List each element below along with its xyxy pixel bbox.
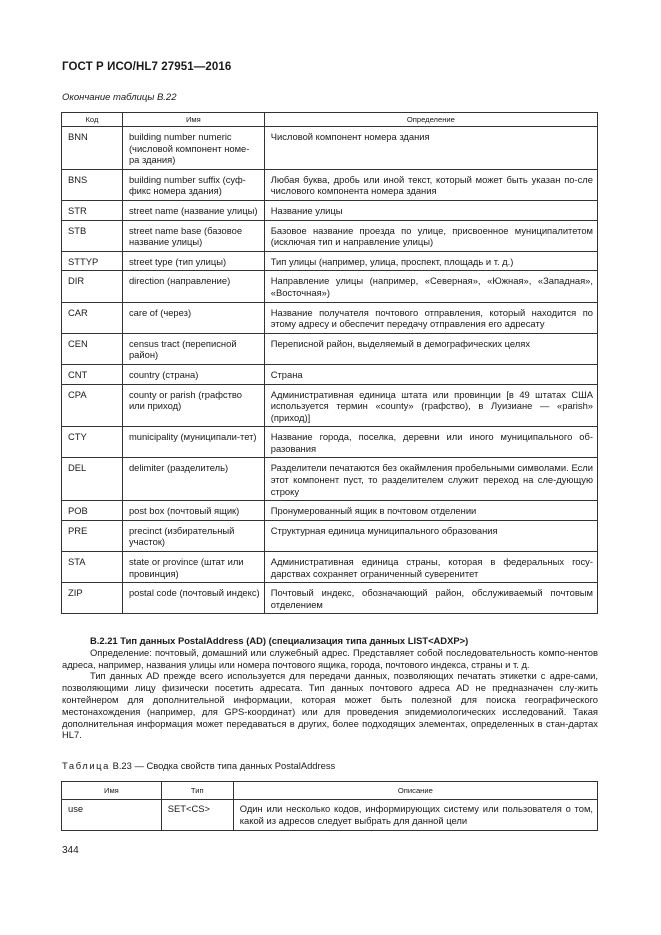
section-b-2-21 xyxy=(62,635,598,741)
table-row xyxy=(62,552,598,583)
table-23 xyxy=(61,781,598,831)
table-cell: Название улицы xyxy=(264,200,597,220)
table-row xyxy=(62,458,598,501)
column-header-type: Тип xyxy=(161,782,233,800)
table-cell: state or province (штат или провинция) xyxy=(122,552,264,583)
table-cell: Переписной район, выделяемый в демографических целях xyxy=(264,333,597,364)
table-cell: Числовой компонент номера здания xyxy=(264,127,597,170)
table-row xyxy=(62,800,598,831)
table-cell: SET<CS> xyxy=(161,800,233,831)
table-row xyxy=(62,169,598,200)
table-cell: municipality (муниципали-тет) xyxy=(122,427,264,458)
table-cell: building number suffix (суф-фикс номера здания) xyxy=(122,169,264,200)
table-cell: CNT xyxy=(62,364,123,384)
standard-title: ГОСТ Р ИСО/HL7 27951—2016 xyxy=(62,61,232,73)
table-23-caption-prefix: Таблица xyxy=(62,760,110,771)
table-header-row xyxy=(62,782,598,800)
table-row xyxy=(62,127,598,170)
column-header-definition: Определение xyxy=(264,113,597,127)
column-header-name: Имя xyxy=(122,113,264,127)
table-row xyxy=(62,384,598,427)
table-row xyxy=(62,302,598,333)
table-cell: Базовое название проезда по улице, присвоенное муниципалитетом (исключая тип и направление улицы) xyxy=(264,220,597,251)
table-cell: country (страна) xyxy=(122,364,264,384)
table-cell: CAR xyxy=(62,302,123,333)
table-row xyxy=(62,251,598,271)
table-cell: Любая буква, дробь или иной текст, который может быть указан по-сле числового компонента номера здания xyxy=(264,169,597,200)
table-cell: care of (через) xyxy=(122,302,264,333)
table-row xyxy=(62,364,598,384)
table-row xyxy=(62,427,598,458)
table-cell: CPA xyxy=(62,384,123,427)
table-cell: STR xyxy=(62,200,123,220)
table-cell: building number numeric (числовой компонент номе-ра здания) xyxy=(122,127,264,170)
table-row xyxy=(62,271,598,302)
table-cell: STA xyxy=(62,552,123,583)
table-cell: POB xyxy=(62,501,123,521)
table-cell: Тип улицы (например, улица, проспект, площадь и т. д.) xyxy=(264,251,597,271)
table-cell: delimiter (разделитель) xyxy=(122,458,264,501)
table-cell: Страна xyxy=(264,364,597,384)
table-cell: BNS xyxy=(62,169,123,200)
table-cell: BNN xyxy=(62,127,123,170)
table-row xyxy=(62,520,598,551)
table-cell: Один или несколько кодов, информирующих систему или пользователя о том, какой из адресов следует выбрать для данной цели xyxy=(233,800,597,831)
table-cell: Разделители печатаются без окаймления пробельными символами. Если этот компонент пуст, то разделителем служит переход на сле-дующую строку xyxy=(264,458,597,501)
table-row xyxy=(62,583,598,614)
table-row xyxy=(62,220,598,251)
table-cell: CEN xyxy=(62,333,123,364)
section-heading: В.2.21 Тип данных PostalAddress (AD) (специализация типа данных LIST<ADXP>) xyxy=(90,635,469,646)
definition-paragraph: Определение: почтовый, домашний или служебный адрес. Представляет собой последовательность компо-нентов адреса, например, названия улицы или номера почтового ящика, города, почтового индекса, страны и т. д. xyxy=(62,646,598,670)
column-header-name: Имя xyxy=(62,782,162,800)
table-22-caption: Окончание таблицы В.22 xyxy=(62,92,177,103)
table-cell: street name base (базовое название улицы) xyxy=(122,220,264,251)
table-cell: CTY xyxy=(62,427,123,458)
table-23-caption-text: В.23 — Сводка свойств типа данных PostalAddress xyxy=(112,760,336,771)
table-row xyxy=(62,501,598,521)
column-header-description: Описание xyxy=(233,782,597,800)
table-cell: Административная единица страны, которая в федеральных госу-дарствах сохраняет ограниченный суверенитет xyxy=(264,552,597,583)
usage-paragraph: Тип данных AD прежде всего используется для передачи данных, позволяющих печатать этикетки с адре-сами, позволяющими лицу физически посетить адресата. Тип данных почтового адреса AD не предназначен слу-жить контейнером для дополнительной информации, которая может быть полезной для поиска географического местонахождения (например, для GPS-координат) или для проведения эпидемиологических исследований. Такая дополнительная информация может передаваться в других, более подходящих элементах, определенных в стан-дартах HL7. xyxy=(62,670,598,741)
table-cell: STTYP xyxy=(62,251,123,271)
table-cell: street name (название улицы) xyxy=(122,200,264,220)
table-cell: Почтовый индекс, обозначающий район, обслуживаемый почтовым отделением xyxy=(264,583,597,614)
table-header-row xyxy=(62,113,598,127)
table-cell: DIR xyxy=(62,271,123,302)
table-cell: STB xyxy=(62,220,123,251)
table-23-caption xyxy=(62,760,335,771)
table-cell: direction (направление) xyxy=(122,271,264,302)
table-cell: postal code (почтовый индекс) xyxy=(122,583,264,614)
table-cell: Административная единица штата или провинции [в 49 штатах США используется термин «county» (графство), в Луизиане — «parish» (приход)] xyxy=(264,384,597,427)
table-row xyxy=(62,333,598,364)
table-cell: county or parish (графство или приход) xyxy=(122,384,264,427)
table-cell: ZIP xyxy=(62,583,123,614)
table-cell: Название города, поселка, деревни или иного муниципального об-разования xyxy=(264,427,597,458)
table-row xyxy=(62,200,598,220)
table-cell: Направление улицы (например, «Северная», «Южная», «Западная», «Восточная») xyxy=(264,271,597,302)
table-cell: street type (тип улицы) xyxy=(122,251,264,271)
column-header-code: Код xyxy=(62,113,123,127)
table-cell: Структурная единица муниципального образования xyxy=(264,520,597,551)
table-cell: use xyxy=(62,800,162,831)
table-cell: PRE xyxy=(62,520,123,551)
table-cell: post box (почтовый ящик) xyxy=(122,501,264,521)
page-number: 344 xyxy=(62,845,79,856)
table-cell: Название получателя почтового отправления, который находится по этому адресу и обеспечит передачу отправления его адресату xyxy=(264,302,597,333)
table-cell: census tract (переписной район) xyxy=(122,333,264,364)
table-cell: DEL xyxy=(62,458,123,501)
table-22 xyxy=(61,112,598,614)
table-cell: Пронумерованный ящик в почтовом отделении xyxy=(264,501,597,521)
table-cell: precinct (избирательный участок) xyxy=(122,520,264,551)
